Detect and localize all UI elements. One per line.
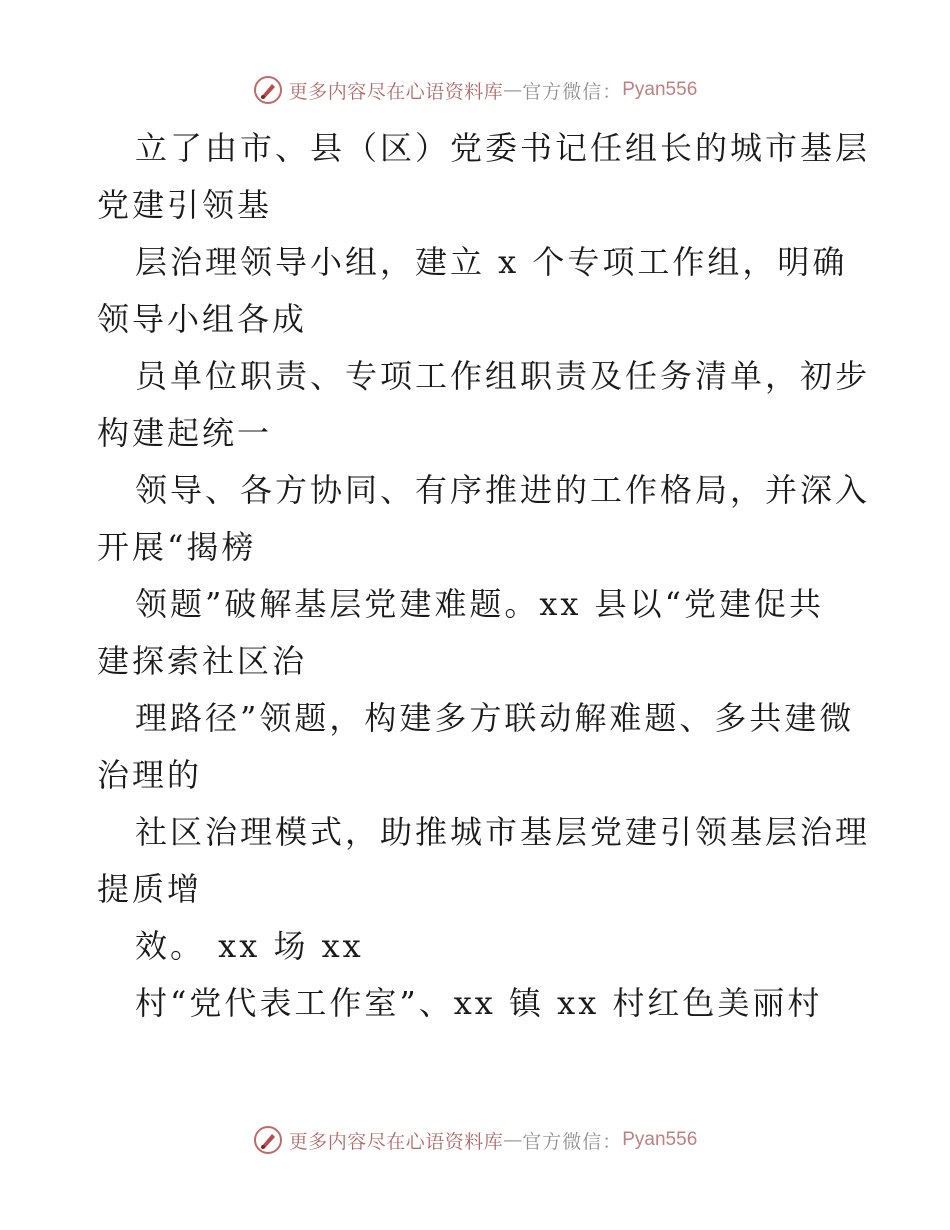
text-line: 村“党代表工作室”、xx 镇 xx 村红色美丽村 [135,984,823,1022]
watermark-wechat-label: 官方微信： [522,80,623,103]
text-line: 提质增 [97,870,203,908]
text-line: 领题”破解基层党建难题。xx 县以“党建促共 [135,585,824,623]
text-line: 构建起统一 [97,414,273,452]
document-body [97,120,871,1032]
text-line: 立了由市、县（区）党委书记任组长的城市基层 [135,129,871,167]
pen-nib-logo-icon [253,75,283,105]
text-line: 理路径”领题，构建多方联动解难题、多共建微 [135,699,855,737]
watermark-site-text: 更多内容尽在心语资料库 [288,80,504,103]
text-line: 社区治理模式，助推城市基层党建引领基层治理 [135,813,871,851]
watermark-separator: — [503,79,523,101]
text-line: 员单位职责、专项工作组职责及任务清单，初步 [135,357,871,395]
watermark-separator: — [503,1129,523,1151]
watermark-wechat-label: 官方微信： [522,1130,623,1153]
text-line: 党建引领基 [97,186,273,224]
text-line: 领导小组各成 [97,300,308,338]
watermark-wechat-id: Pyan556 [622,79,698,100]
text-line: 治理的 [97,756,203,794]
watermark-wechat-id: Pyan556 [622,1129,698,1150]
text-line: 效。 xx 场 xx [135,927,364,965]
text-line: 开展“揭榜 [97,528,257,566]
text-line: 层治理领导小组，建立 x 个专项工作组，明确 [135,243,848,281]
text-line: 领导、各方协同、有序推进的工作格局，并深入 [135,471,871,509]
pen-nib-logo-icon [253,1125,283,1155]
watermark-banner-bottom [0,1120,950,1160]
text-line: 建探索社区治 [97,642,308,680]
watermark-site-text: 更多内容尽在心语资料库 [288,1130,504,1153]
watermark-banner-top [0,70,950,110]
